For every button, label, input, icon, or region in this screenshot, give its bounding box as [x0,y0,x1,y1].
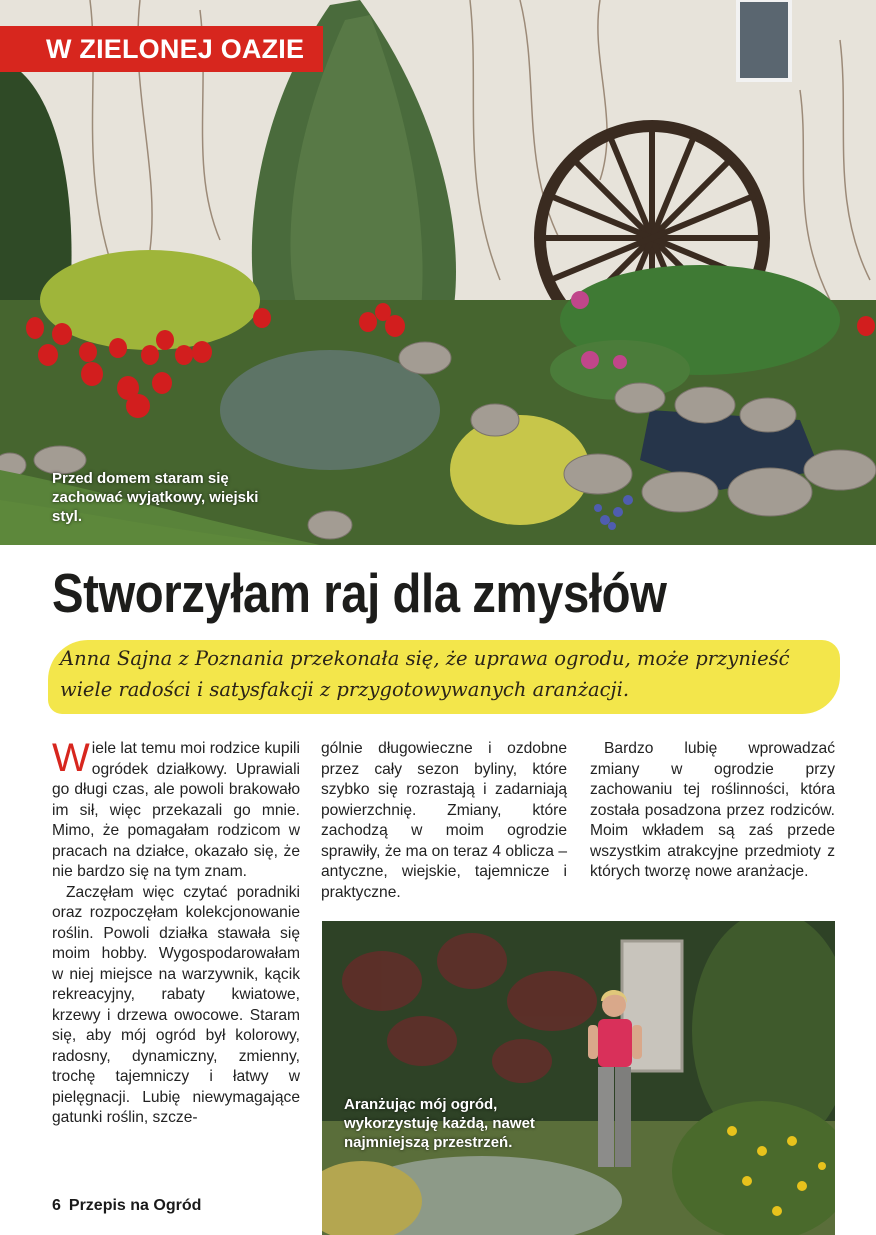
paragraph: Zaczęłam więc czytać poradniki oraz rozpoczęłam kolekcjonowanie roślin. Powoli działka stawała się moim hobby. Wygospodarowałam w niej miejsce na warzywnik, kącik rekreacyjny, rabaty kwiatowe, krzewy i drzewa owocowe. Staram się, aby mój ogród był kolorowy, radosny, dynamiczny, zmienny, trochę tajemniczy i łatwy w pielęgnacji. Lubię niewymagające gatunki roślin, szcze- [52,883,300,1126]
photo-caption-top: Przed domem staram się zachować wyjątkowy, wiejski styl. [52,470,259,525]
garden-illustration [0,0,876,545]
paragraph: gólnie długowieczne i ozdobne przez cały sezon byliny, które szybko się rozrastają i zadarniają powierzchnię. Zmiany, które zachodzą w moim ogrodzie sprawiły, że ma on teraz 4 oblicza – antyczne, wiejskie, tajemnicze i praktyczne. [321,740,567,901]
paragraph [52,736,300,883]
garden-photo-top [0,0,876,545]
section-tag: W ZIELONEJ OAZIE [0,26,323,72]
magazine-name: Przepis na Ogród [68,1197,202,1214]
page-footer [52,1197,201,1215]
paragraph-text: iele lat temu moi rodzice kupili ogródek działkowy. Uprawiali go długi czas, ale powoli brakowało im sił, więc przekazali go mnie. Mimo, że pomagałam rodzicom w pracach na działce, okazało się, że nie bardzo się na tym znam. [52,740,300,880]
woman-in-garden-illustration [322,921,835,1235]
article-headline: Stworzyłam raj dla zmysłów [52,562,667,624]
paragraph: Bardzo lubię wprowadzać zmiany w ogrodzie przy zachowaniu tej roślinności, która została posadzona przez rodziców. Moim wkładem są zaś przede wszystkim atrakcyjne przedmioty z których tworzę nowe aranżacje. [590,740,835,880]
garden-photo-bottom [322,921,835,1235]
drop-cap: W [52,736,90,780]
text-column-3 [590,739,835,883]
article-lead: Anna Sajna z Poznania przekonała się, że uprawa ogrodu, może przynieść wiele radości i satysfakcji z przygotowywanych aranżacji. [60,647,790,701]
photo-caption-bottom: Aranżując mój ogród, wykorzystuję każdą, nawet najmniejszą przestrzeń. [344,1096,535,1151]
text-column-1 [52,736,300,1129]
text-column-2 [321,739,567,903]
page-number: 6 [52,1197,61,1214]
